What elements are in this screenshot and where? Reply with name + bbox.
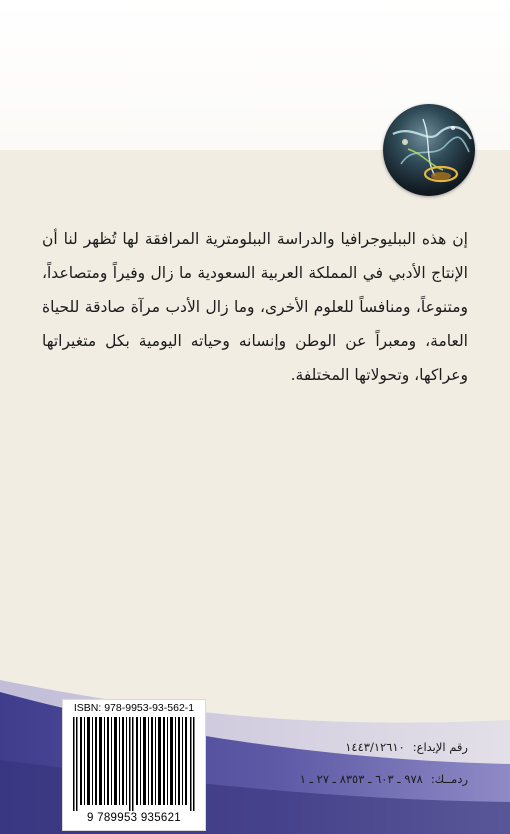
barcode-isbn-label: ISBN: 978-9953-93-562-1: [73, 702, 195, 714]
legal-deposit-value: ١٤٤٣/١٢٦١٠: [345, 740, 405, 754]
barcode-bars: [71, 717, 197, 811]
blurb-paragraph: إن هذه الببليوجرافيا والدراسة الببلومترية المرافقة لها تُظهر لنا أن الإنتاج الأدبي في المملكة العربية السعودية ما زال وفيراً ومتصاعداً، ومتنوعاً، ومنافساً للعلوم الأخرى، وما زال الأدب مرآة صادقة للحياة العامة، ومعبراً عن الوطن وإنسانه وحياته اليومية بكل متغيراتها وعراكها، وتحولاتها المختلفة.: [42, 230, 468, 384]
legal-deposit-line: [258, 740, 468, 754]
abstract-swirl-image: [383, 104, 475, 196]
isbn-barcode-block: [62, 699, 206, 831]
barcode-digits: 9 789953 935621: [86, 812, 182, 824]
isbn-arabic-value: ٩٧٨ ـ ٦٠٣ ـ ٨٣٥٣ ـ ٢٧ ـ ١: [299, 772, 423, 786]
cover-art-medallion: [383, 104, 475, 196]
isbn-arabic-line: [258, 772, 468, 786]
legal-deposit-label: رقم الإيداع:: [412, 740, 468, 754]
back-cover-blurb: [42, 222, 468, 392]
isbn-arabic-label: ردمــك:: [430, 772, 468, 786]
